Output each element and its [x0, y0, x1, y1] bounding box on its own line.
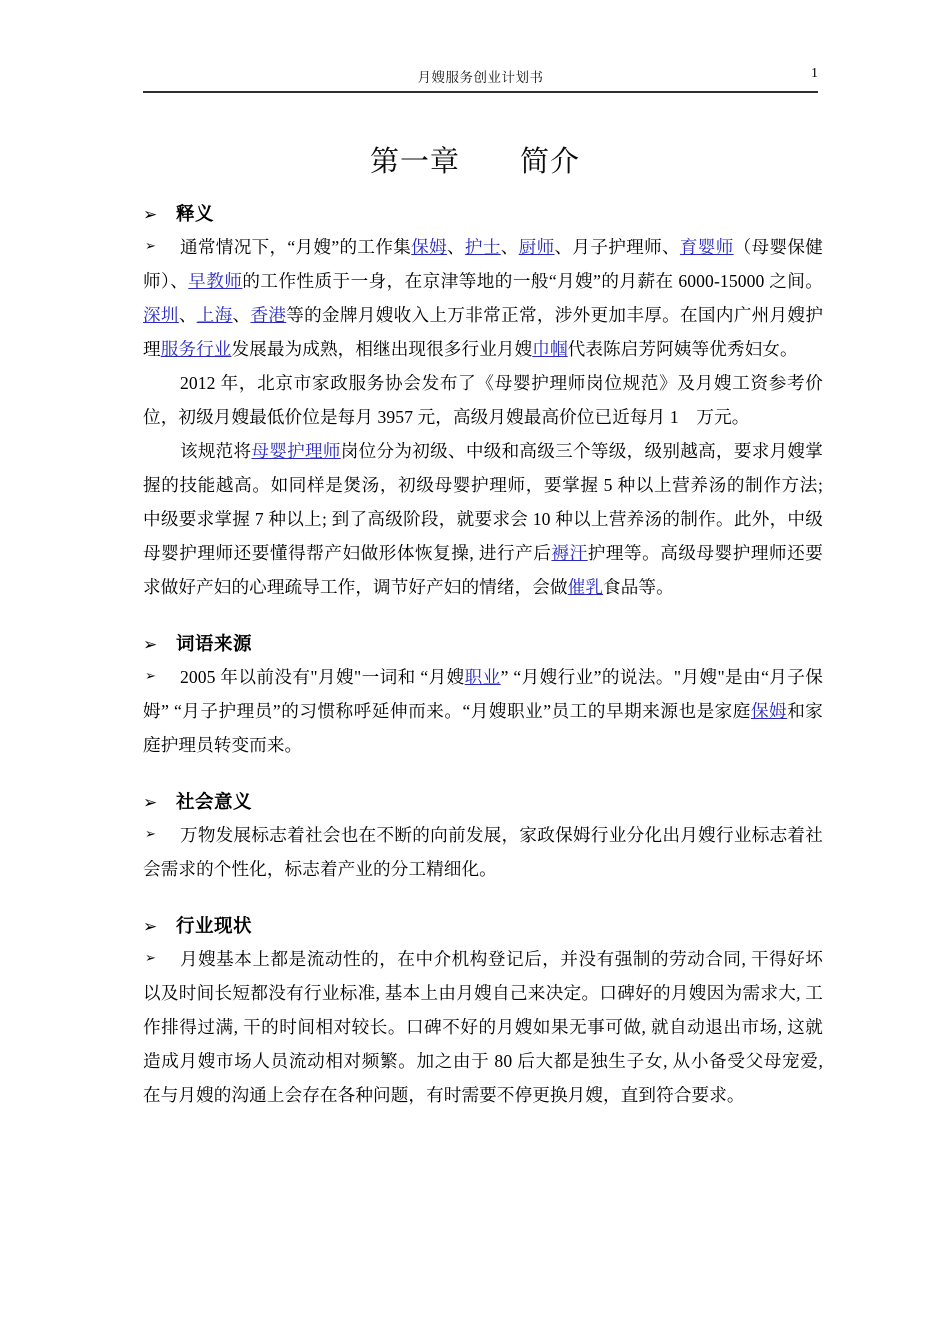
hyperlink[interactable]: 褥汗 [551, 543, 588, 563]
text-run: 、 [232, 305, 251, 325]
arrow-bullet-icon: ➢ [143, 917, 158, 937]
arrow-bullet-icon: ➢ [143, 635, 158, 655]
hyperlink[interactable]: 深圳 [143, 305, 179, 325]
section-heading-1 [143, 630, 823, 660]
text-run: 的工作性质于一身，在京津等地的一般“月嫂”的月薪在 6000-15000 之间。 [242, 271, 823, 291]
section [143, 912, 823, 1112]
hyperlink[interactable]: 职业 [464, 667, 501, 687]
section [143, 200, 823, 604]
text-run: 等的金牌月嫂收入上万非常正常，涉外更加丰厚。在国内广州月嫂护理 [143, 305, 824, 359]
section-spacer [143, 604, 823, 630]
paragraph [143, 942, 823, 1112]
paragraph [143, 366, 823, 434]
hyperlink[interactable]: 育婴师 [679, 237, 734, 257]
text-run: （母婴保健师）、 [143, 237, 823, 291]
header-title: 月嫂服务创业计划书 [417, 70, 544, 85]
text-run: 、 [178, 305, 197, 325]
text-run: 代表陈启芳阿姨等优秀妇女。 [567, 339, 798, 359]
section-spacer [143, 762, 823, 788]
hyperlink[interactable]: 保姆 [411, 237, 447, 257]
hyperlink[interactable]: 服务行业 [160, 339, 232, 359]
section-heading-label: 行业现状 [176, 916, 253, 937]
section [143, 630, 823, 762]
paragraph [143, 434, 823, 604]
text-run: 通常情况下，“月嫂”的工作集 [179, 237, 412, 257]
text-run: 该规范将 [179, 441, 252, 461]
text-run: 、 [447, 237, 465, 257]
document-body [143, 200, 823, 1112]
section-heading-label: 词语来源 [176, 634, 253, 655]
hyperlink[interactable]: 香港 [250, 305, 287, 325]
arrow-bullet-icon: ➢ [145, 239, 156, 254]
section-heading-label: 释义 [176, 204, 215, 225]
section-heading-2 [143, 788, 823, 818]
hyperlink[interactable]: 上海 [196, 305, 233, 325]
page-header [143, 68, 818, 93]
text-run: ” “月嫂行业”的说法。"月嫂"是由“月子保姆” “月子护理员”的习惯称呼延伸而来。“月嫂职业”员工的早期来源也是家庭 [143, 667, 823, 721]
text-run: 和家庭护理员转变而来。 [143, 701, 824, 755]
text-run: 2012 年，北京市家政服务协会发布了《母婴护理师岗位规范》及月嫂工资参考价位，初级月嫂最低价位是每月 3957 元，高级月嫂最高价位已近每月 1 万元。 [143, 373, 823, 427]
hyperlink[interactable]: 巾帼 [532, 339, 568, 359]
text-run: 、月子护理师、 [554, 237, 680, 257]
text-run: 岗位分为初级、中级和高级三个等级，级别越高，要求月嫂掌握的技能越高。如同样是煲汤，初级母婴护理师，要掌握 5 种以上营养汤的制作方法; 中级要求掌握 7 种以上; 到了高级阶段，就要求会 10 种以上营养汤的制作。此外，中级母婴护理师还要懂得帮产妇做形体恢复操, 进行产后 [143, 441, 823, 563]
section [143, 788, 823, 886]
hyperlink[interactable]: 母婴护理师 [251, 441, 341, 461]
paragraph-block [143, 942, 823, 1112]
paragraph-block [143, 818, 823, 886]
text-run: 护理等。高级母婴护理师还要求做好产妇的心理疏导工作，调节好产妇的情绪，会做 [143, 543, 823, 597]
page-number: 1 [811, 66, 818, 81]
text-run: 万物发展标志着社会也在不断的向前发展，家政保姆行业分化出月嫂行业标志着社会需求的个性化，标志着产业的分工精细化。 [143, 825, 823, 879]
arrow-bullet-icon: ➢ [143, 205, 158, 225]
paragraph-block [143, 660, 823, 762]
hyperlink[interactable]: 保姆 [750, 701, 788, 721]
text-run: 2005 年以前没有"月嫂"一词和 “月嫂 [179, 667, 465, 687]
hyperlink[interactable]: 催乳 [567, 577, 604, 597]
text-run: 发展最为成熟，相继出现很多行业月嫂 [231, 339, 533, 359]
arrow-bullet-icon: ➢ [145, 669, 156, 684]
section-heading-label: 社会意义 [176, 792, 253, 813]
hyperlink[interactable]: 护士 [464, 237, 501, 257]
paragraph [143, 660, 823, 762]
paragraph [143, 818, 823, 886]
text-run: 月嫂基本上都是流动性的，在中介机构登记后，并没有强制的劳动合同, 干得好坏以及时间长短都没有行业标准, 基本上由月嫂自己来决定。口碑好的月嫂因为需求大, 工作排得过满, 干的时间相对较长。口碑不好的月嫂如果无事可做, 就自动退出市场, 这就造成月嫂市场人员流动相对频繁。加之由于 80 后大都是独生子女, 从小备受父母宠爱, 在与月嫂的沟通上会存在各种问题，有时需要不停更换月嫂，直到符合要求。 [143, 949, 823, 1105]
hyperlink[interactable]: 早教师 [188, 271, 243, 291]
paragraph-block [143, 230, 823, 604]
arrow-bullet-icon: ➢ [145, 827, 156, 842]
section-heading-3 [143, 912, 823, 942]
arrow-bullet-icon: ➢ [143, 793, 158, 813]
text-run: 、 [500, 237, 519, 257]
paragraph [143, 230, 823, 366]
section-heading-0 [143, 200, 823, 230]
section-spacer [143, 886, 823, 912]
hyperlink[interactable]: 厨师 [518, 237, 555, 257]
chapter-title: 第一章 简介 [369, 144, 580, 179]
text-run: 食品等。 [603, 577, 674, 597]
header-divider [143, 91, 818, 93]
arrow-bullet-icon: ➢ [145, 951, 156, 966]
